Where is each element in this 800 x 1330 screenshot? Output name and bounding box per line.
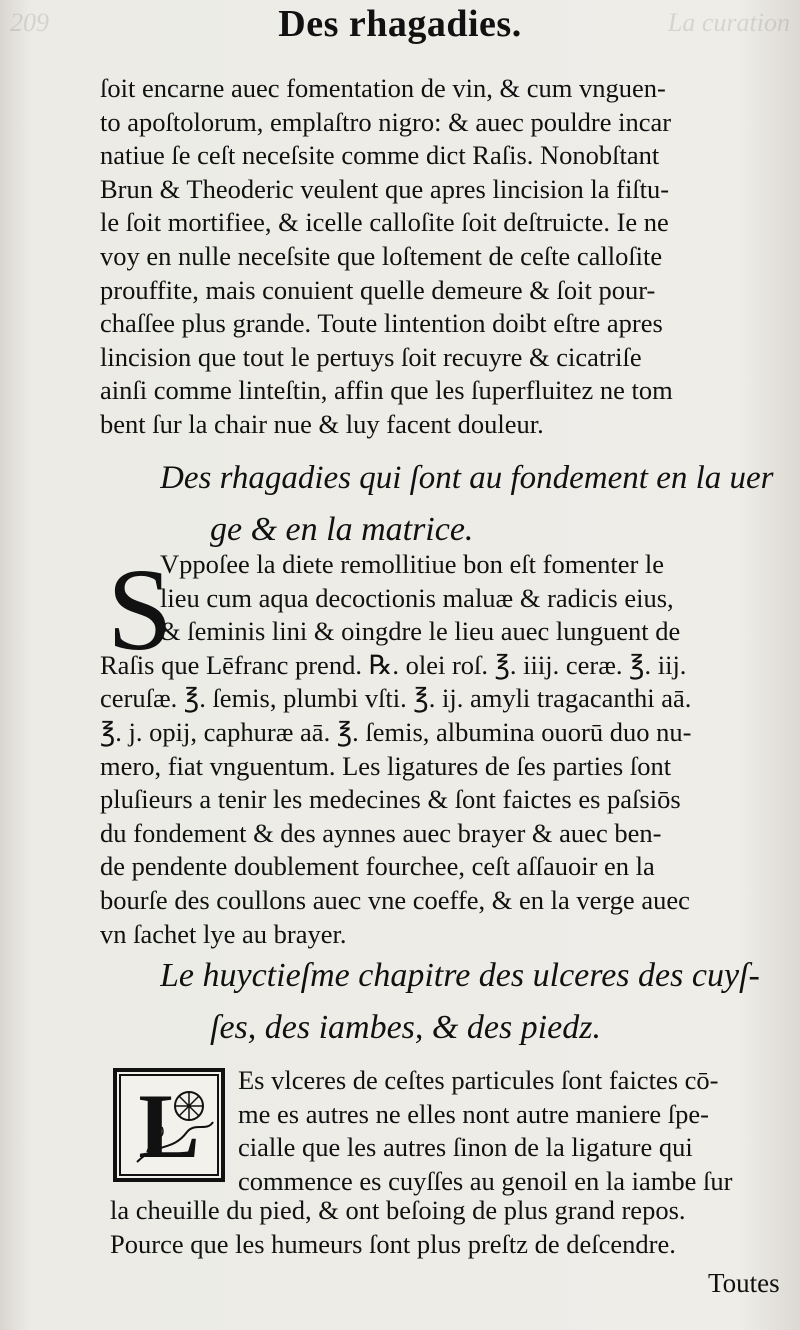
paragraph-2-line: ℥. j. opij, caphuræ aā. ℥. ſemis, albumina ouorū duo nu- bbox=[100, 716, 692, 747]
heading-1-line-2: ge & en la matrice. bbox=[210, 511, 474, 548]
paragraph-3-line: cialle que les autres ſinon de la ligature qui bbox=[238, 1132, 693, 1163]
paragraph-3-line: Es vlceres de ceſtes particules ſont faictes cō- bbox=[238, 1065, 719, 1095]
paragraph-1-line: chaſſee plus grande. Toute lintention doibt eſtre apres bbox=[100, 308, 663, 339]
drop-cap-s: S bbox=[107, 544, 173, 675]
running-head: Des rhagadies. bbox=[278, 3, 522, 45]
paragraph-3-full bbox=[110, 1194, 785, 1261]
bleed-through-left: 209 bbox=[10, 8, 49, 37]
paragraph-1-line: to apoſtolorum, emplaſtro nigro: & auec pouldre incar bbox=[100, 106, 672, 137]
paragraph-2-line: lieu cum aqua decoctionis maluæ & radicis eius, bbox=[160, 582, 674, 613]
paragraph-1-line: lincision que tout le pertuys ſoit recuyre & cicatriſe bbox=[100, 341, 642, 372]
heading-1-line-1: Des rhagadies qui ſont au fondement en la uer bbox=[160, 460, 774, 496]
paragraph-3-indented bbox=[238, 1064, 783, 1198]
bleed-through-right: La curation bbox=[667, 8, 790, 37]
paragraph-2-line: Vppoſee la diete remollitiue bon eſt fomenter le bbox=[160, 549, 665, 579]
catchword: Toutes bbox=[708, 1268, 780, 1298]
paragraph-2-line: vn ſachet lye au brayer. bbox=[100, 918, 347, 949]
paragraph-2-line: pluſieurs a tenir les medecines & ſont faictes es paſsiōs bbox=[100, 784, 681, 815]
paragraph-1-line: bent ſur la chair nue & luy facent douleur. bbox=[100, 408, 544, 439]
paragraph-1-line: prouffite, mais conuient quelle demeure & ſoit pour- bbox=[100, 274, 656, 305]
paragraph-2 bbox=[100, 544, 775, 951]
paragraph-1-line: ſoit encarne auec fomentation de vin, & cum vnguen- bbox=[100, 73, 666, 103]
paragraph-3-line: me es autres ne elles nont autre maniere ſpe- bbox=[238, 1098, 709, 1129]
initial-letter-l: L bbox=[138, 1075, 200, 1177]
paragraph-2-line: Raſis que Lēfranc prend. ℞. olei roſ. ℥. iiij. ceræ. ℥. iij. bbox=[100, 649, 687, 680]
paragraph-1 bbox=[100, 72, 775, 442]
section-heading-1 bbox=[160, 452, 780, 556]
paragraph-2-line: mero, fiat vnguentum. Les ligatures de ſes parties ſont bbox=[100, 750, 672, 781]
paragraph-3-line: la cheuille du pied, & ont beſoing de plus grand repos. bbox=[110, 1195, 686, 1225]
heading-2-line-2: ſes, des iambes, & des piedz. bbox=[210, 1009, 601, 1046]
ornamented-initial bbox=[113, 1068, 225, 1182]
paragraph-1-line: natiue ſe ceſt neceſsite comme dict Raſis. Nonobſtant bbox=[100, 140, 660, 171]
heading-2-line-1: Le huyctieſme chapitre des ulceres des cuyſ- bbox=[160, 957, 760, 994]
paragraph-2-line: de pendente doublement fourchee, ceſt aſſauoir en la bbox=[100, 851, 655, 882]
paragraph-2-line: ceruſæ. ℥. ſemis, plumbi vſti. ℥. ij. amyli tragacanthi aā. bbox=[100, 683, 692, 714]
paragraph-1-line: le ſoit mortifiee, & icelle calloſite ſoit deſtruicte. Ie ne bbox=[100, 207, 669, 238]
paragraph-1-line: ainſi comme linteſtin, affin que les ſuperfluitez ne tom bbox=[100, 375, 673, 406]
paragraph-3-line: Pource que les humeurs ſont plus preſtz de deſcendre. bbox=[110, 1228, 676, 1259]
section-heading-2 bbox=[160, 950, 780, 1054]
paragraph-1-line: Brun & Theoderic veulent que apres lincision la fiſtu- bbox=[100, 173, 670, 204]
paragraph-2-line: du fondement & des aynnes auec brayer & auec ben- bbox=[100, 817, 662, 848]
paragraph-3-line: commence es cuyſſes au genoil en la iambe ſur bbox=[238, 1165, 733, 1196]
paragraph-2-line: & ſeminis lini & oingdre le lieu auec lunguent de bbox=[160, 616, 681, 647]
paragraph-1-line: voy en nulle neceſsite que loſtement de ceſte calloſite bbox=[100, 240, 663, 271]
paragraph-2-line: bourſe des coullons auec vne coeffe, & en la verge auec bbox=[100, 884, 690, 915]
